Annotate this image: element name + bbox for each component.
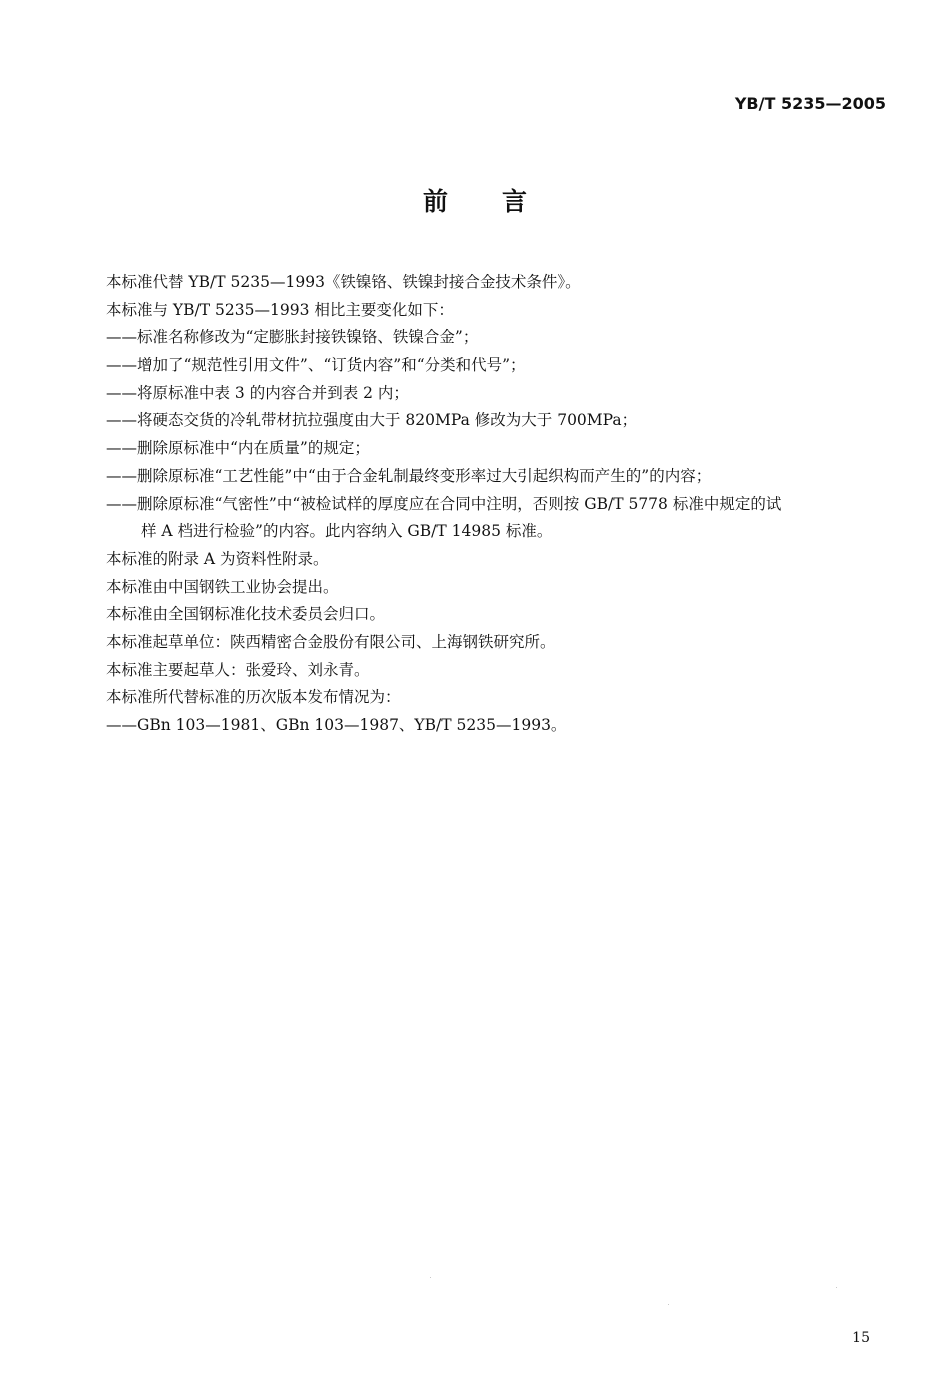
change-item-added-sections: ——增加了“规范性引用文件”、“订货内容”和“分类和代号”； [106,356,526,375]
title-char-2: 言 [502,187,528,216]
change-item-airtightness: ——删除原标准“气密性”中“被检试样的厚度应在合同中注明，否则按 GB/T 5778 标准中规定的试 [106,494,782,513]
scan-speck [430,1277,431,1278]
paragraph-replaces: 本标准代替 YB/T 5235—1993《铁镍铬、铁镍封接合金技术条件》。 [106,273,581,291]
scan-speck [668,1304,669,1305]
scan-speck [836,1287,837,1288]
change-item-tensile-strength: ——将硬态交货的冷轧带材抗拉强度由大于 820MPa 修改为大于 700MPa； [106,411,638,430]
paragraph-proposed-by: 本标准由中国钢铁工业协会提出。 [106,577,339,596]
paragraph-changes-intro: 本标准与 YB/T 5235—1993 相比主要变化如下： [106,300,454,319]
foreword-body [106,269,896,740]
title-char-1: 前 [422,187,448,216]
paragraph-drafting-units: 本标准起草单位：陕西精密合金股份有限公司、上海钢铁研究所。 [106,632,556,651]
change-item-process-performance: ——删除原标准“工艺性能”中“由于合金轧制最终变形率过大引起织构而产生的”的内容； [106,466,712,485]
paragraph-drafters: 本标准主要起草人：张爱玲、刘永青。 [106,660,370,679]
change-item-merge-tables: ——将原标准中表 3 的内容合并到表 2 内； [106,383,409,402]
paragraph-history-intro: 本标准所代替标准的历次版本发布情况为： [106,688,401,707]
paragraph-centralized-by: 本标准由全国钢标准化技术委员会归口。 [106,605,386,624]
change-item-internal-quality: ——删除原标准中“内在质量”的规定； [106,439,370,458]
change-item-airtightness-continued: 样 A 档进行检验”的内容。此内容纳入 GB/T 14985 标准。 [141,522,553,541]
standard-code: YB/T 5235—2005 [734,94,886,113]
page-title [0,182,950,218]
page-number: 15 [852,1330,870,1346]
paragraph-history-versions: ——GBn 103—1981、GBn 103—1987、YB/T 5235—1993。 [106,716,567,734]
change-item-title: ——标准名称修改为“定膨胀封接铁镍铬、铁镍合金”； [106,328,479,347]
paragraph-appendix: 本标准的附录 A 为资料性附录。 [106,549,329,568]
